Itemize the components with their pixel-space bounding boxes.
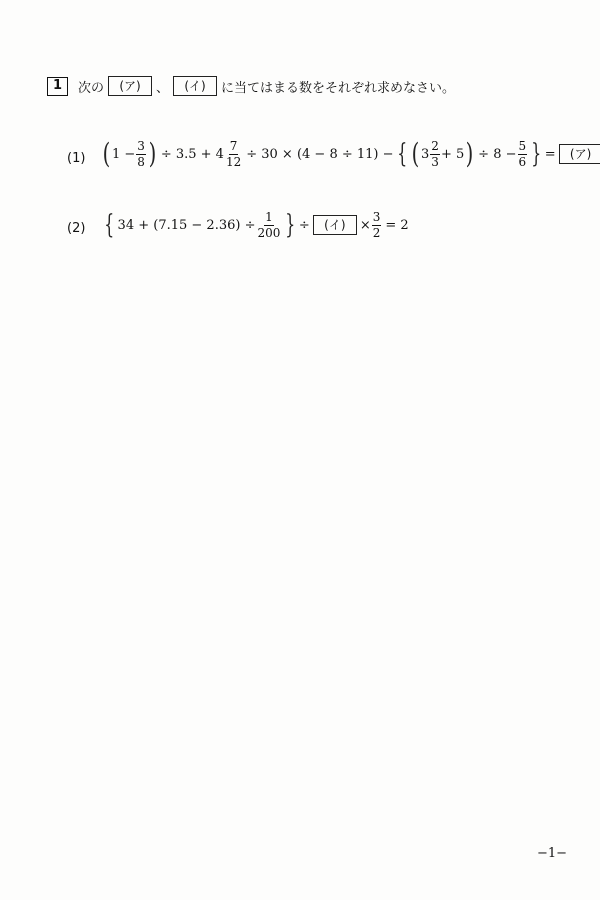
instruction-after: に当てはまる数をそれぞれ求めなさい。 bbox=[221, 80, 456, 96]
blank-box-i: (イ) bbox=[173, 76, 217, 96]
open-paren: ( bbox=[411, 137, 420, 171]
fraction-denominator: 2 bbox=[372, 225, 381, 240]
question-number: 1 bbox=[47, 77, 68, 96]
answer-box-a: (ア) bbox=[559, 144, 600, 164]
fraction-1-200 bbox=[256, 211, 281, 239]
fraction-2-3 bbox=[430, 140, 440, 168]
instruction-before: 次の bbox=[78, 80, 105, 96]
equals-result: = 2 bbox=[385, 217, 409, 233]
blank-box-a: (ア) bbox=[108, 76, 152, 96]
fraction-denominator: 12 bbox=[225, 154, 242, 169]
expr-text: 1 − bbox=[111, 146, 136, 162]
problem-1-expression bbox=[101, 137, 600, 171]
fraction-denominator: 6 bbox=[518, 154, 527, 169]
expr-text: 34 + (7.15 − 2.36) ÷ bbox=[117, 217, 256, 233]
expr-text: + 5 bbox=[440, 146, 465, 162]
fraction-numerator: 5 bbox=[518, 139, 527, 153]
fraction-denominator: 8 bbox=[137, 154, 145, 169]
equals-sign: = bbox=[544, 146, 556, 162]
fraction-numerator: 2 bbox=[431, 139, 439, 153]
fraction-numerator: 7 bbox=[229, 139, 238, 153]
fraction-numerator: 3 bbox=[372, 210, 381, 224]
open-brace: { bbox=[396, 139, 407, 170]
expr-text: ÷ 30 × (4 − 8 ÷ 11) − bbox=[246, 146, 394, 162]
expr-text: ÷ 8 − bbox=[478, 146, 517, 162]
fraction-7-12 bbox=[225, 140, 242, 168]
close-brace: } bbox=[285, 210, 296, 241]
open-paren: ( bbox=[102, 137, 111, 171]
close-paren: ) bbox=[465, 137, 474, 171]
fraction-numerator: 3 bbox=[137, 139, 145, 153]
close-brace: } bbox=[531, 139, 542, 170]
fraction-denominator: 3 bbox=[431, 154, 439, 169]
fraction-5-6 bbox=[518, 140, 528, 168]
fraction-numerator: 1 bbox=[265, 210, 273, 224]
page-number: −1− bbox=[537, 846, 568, 861]
open-brace: { bbox=[104, 210, 115, 241]
division-sign: ÷ bbox=[298, 217, 310, 233]
fraction-3-2 bbox=[372, 211, 382, 239]
fraction-3-8 bbox=[136, 140, 146, 168]
answer-box-i: (イ) bbox=[313, 215, 357, 235]
expr-text: ÷ 3.5 + 4 bbox=[160, 146, 224, 162]
expr-text: 3 bbox=[421, 146, 430, 162]
problem-1-label: (1) bbox=[67, 151, 86, 166]
problem-2-expression bbox=[101, 211, 409, 239]
instruction-separator: 、 bbox=[156, 80, 170, 96]
times-sign: × bbox=[359, 217, 371, 233]
instruction bbox=[78, 76, 455, 96]
fraction-denominator: 200 bbox=[257, 225, 281, 240]
problem-2-label: (2) bbox=[67, 221, 86, 236]
close-paren: ) bbox=[148, 137, 157, 171]
